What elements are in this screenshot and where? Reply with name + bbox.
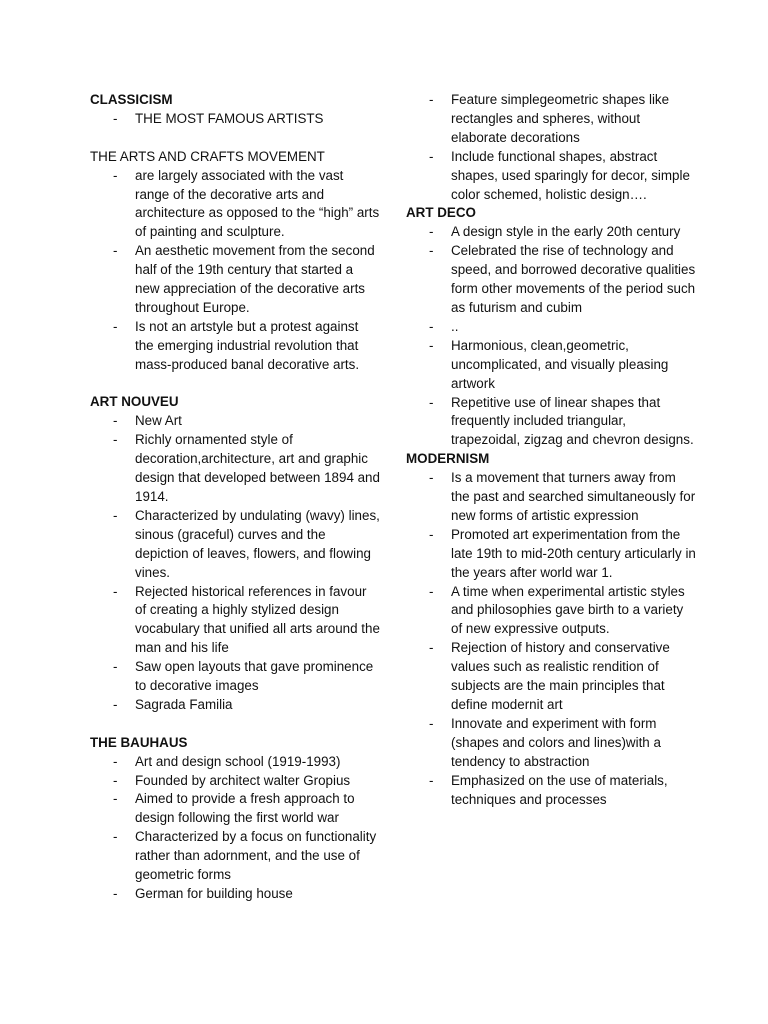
section-heading: MODERNISM: [406, 451, 490, 467]
section-classicism: [90, 91, 380, 129]
bullet-list-continued: [406, 91, 696, 204]
list-item: - Richly ornamented style of decoration,architecture, art and graphic design that developed between 1894 and 1914.: [90, 431, 380, 507]
list-item: - German for building house: [90, 885, 380, 904]
list-item: - Founded by architect walter Gropius: [90, 772, 380, 791]
list-item: - Harmonious, clean,geometric, uncomplicated, and visually pleasing artwork: [406, 337, 696, 394]
list-item: - Characterized by a focus on functionality rather than adornment, and the use of geometric forms: [90, 828, 380, 885]
list-item: - A design style in the early 20th century: [406, 223, 696, 242]
list-item: - Emphasized on the use of materials, techniques and processes: [406, 772, 696, 810]
list-item: - ..: [406, 318, 696, 337]
section-heading: ART NOUVEU: [90, 394, 179, 410]
bullet-list: [406, 469, 696, 809]
list-item: - Is not an artstyle but a protest against the emerging industrial revolution that mass-produced banal decorative arts.: [90, 318, 380, 375]
list-item: - Aimed to provide a fresh approach to design following the first world war: [90, 790, 380, 828]
section-heading: THE BAUHAUS: [90, 734, 188, 750]
list-item: - Sagrada Familia: [90, 696, 380, 715]
list-item: - Include functional shapes, abstract shapes, used sparingly for decor, simple color schemed, holistic design….: [406, 148, 696, 205]
section-heading: CLASSICISM: [90, 92, 173, 107]
list-item: - Saw open layouts that gave prominence to decorative images: [90, 658, 380, 696]
section-bauhaus: [90, 734, 380, 904]
list-item: - Celebrated the rise of technology and speed, and borrowed decorative qualities form other movements of the period such as futurism and cubim: [406, 242, 696, 318]
left-column: [90, 91, 380, 904]
bullet-list: [90, 167, 380, 375]
bullet-list: [90, 412, 380, 715]
list-item: - Art and design school (1919-1993): [90, 753, 380, 772]
bullet-list: [90, 110, 380, 129]
list-item: - THE MOST FAMOUS ARTISTS: [90, 110, 380, 129]
list-item: - Feature simplegeometric shapes like rectangles and spheres, without elaborate decorations: [406, 91, 696, 148]
section-art-nouveu: [90, 393, 380, 714]
right-column: [406, 91, 696, 809]
list-item: - Is a movement that turners away from the past and searched simultaneously for new forms of artistic expression: [406, 469, 696, 526]
bullet-list: [406, 223, 696, 450]
list-item: - New Art: [90, 412, 380, 431]
section-art-deco: [406, 204, 696, 450]
section-arts-and-crafts: [90, 148, 380, 375]
list-item: - Rejection of history and conservative values such as realistic rendition of subjects are the main principles that define modernit art: [406, 639, 696, 715]
section-heading: THE ARTS AND CRAFTS MOVEMENT: [90, 148, 325, 164]
bullet-list: [90, 753, 380, 904]
list-item: - Innovate and experiment with form (shapes and colors and lines)with a tendency to abstraction: [406, 715, 696, 772]
section-heading: ART DECO: [406, 205, 476, 221]
section-modernism: [406, 450, 696, 809]
list-item: - Repetitive use of linear shapes that frequently included triangular, trapezoidal, zigzag and chevron designs.: [406, 394, 696, 451]
list-item: - Rejected historical references in favour of creating a highly stylized design vocabulary that unified all arts around the man and his life: [90, 583, 380, 659]
list-item: - Characterized by undulating (wavy) lines, sinous (graceful) curves and the depiction of leaves, flowers, and flowing vines.: [90, 507, 380, 583]
list-item: - An aesthetic movement from the second half of the 19th century that started a new appreciation of the decorative arts throughout Europe.: [90, 242, 380, 318]
list-item: - Promoted art experimentation from the late 19th to mid-20th century articularly in the years after world war 1.: [406, 526, 696, 583]
list-item: - are largely associated with the vast range of the decorative arts and architecture as opposed to the “high” arts of painting and sculpture.: [90, 167, 380, 243]
list-item: - A time when experimental artistic styles and philosophies gave birth to a variety of new expressive outputs.: [406, 583, 696, 640]
